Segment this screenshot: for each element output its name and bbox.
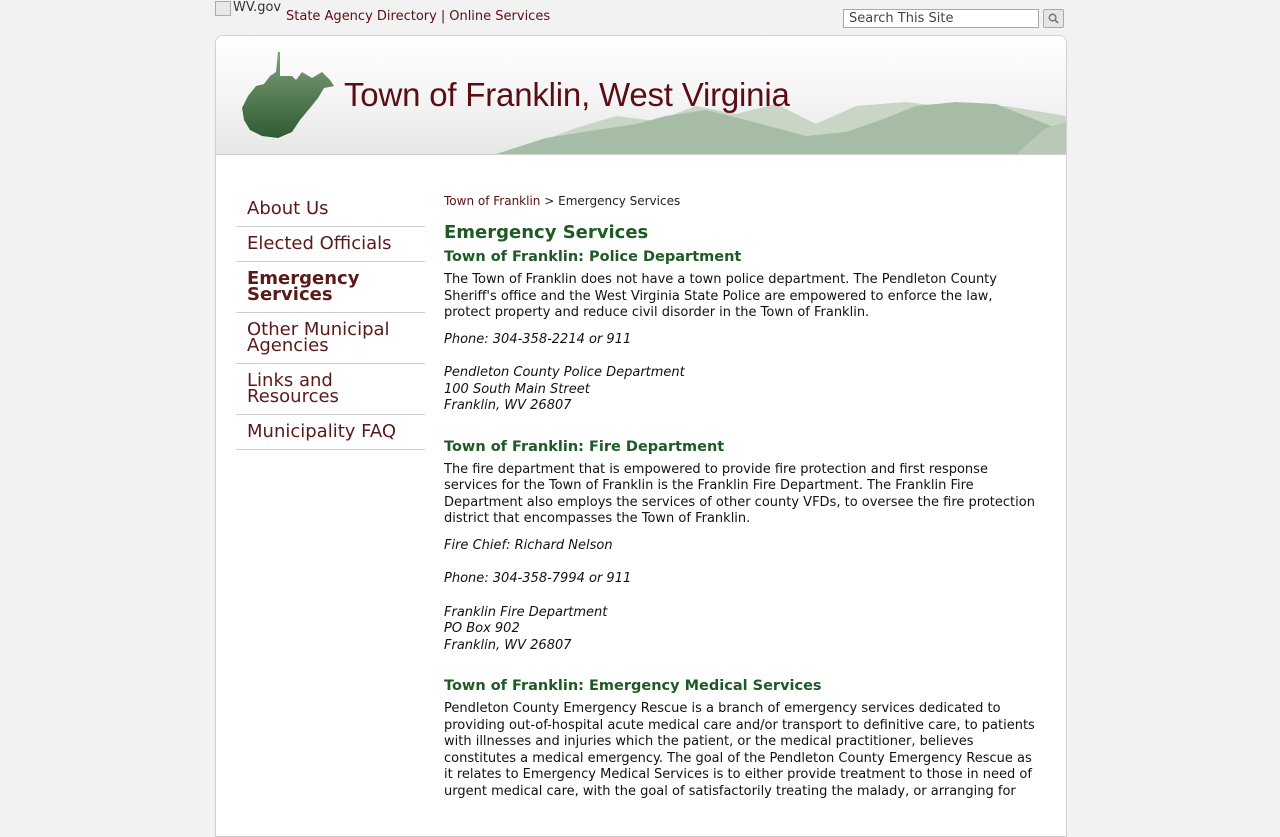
- fire-heading: Town of Franklin: Fire Department: [444, 438, 725, 455]
- sidebar-item-label: Municipality FAQ: [247, 421, 397, 442]
- utility-links: [286, 9, 550, 24]
- wv-gov-logo-alt: WV.gov: [233, 0, 282, 15]
- link-separator: |: [440, 9, 446, 24]
- sidebar-item-label: Elected Officials: [247, 233, 392, 254]
- fire-phone: Phone: 304-358-7994 or 911: [444, 571, 632, 586]
- breadcrumb-home-link[interactable]: Town of Franklin: [444, 194, 541, 208]
- sidebar-item-label: Other Municipal Agencies: [247, 319, 390, 356]
- fire-chief: Fire Chief: Richard Nelson: [444, 537, 613, 553]
- fire-body: The fire department that is empowered to provide fire protection and first response services for the Town of Franklin is the Franklin Fire Department. The Franklin Fire Department also employs the services of other county VFDs, to oversee the fire protection district that encompasses the Town of Franklin.: [444, 461, 1035, 526]
- online-services-link[interactable]: Online Services: [449, 9, 551, 24]
- ems-body: Pendleton County Emergency Rescue is a branch of emergency services dedicated to providing out-of-hospital acute medical care and/or transport to definitive care, to patients with illnesses and injuries which the patient, or the medical practitioner, believes constitutes a medical emergency. The goal of the Pendleton County Emergency Rescue as it relates to Emergency Medical Services is to either provide treatment to those in need of urgent medical care, with the goal of satisfactorily treating the malady, or arranging for: [444, 701, 1035, 799]
- police-body: The Town of Franklin does not have a town police department. The Pendleton County Sheriff's office and the West Virginia State Police are empowered to enforce the law, protect property and reduce civil disorder in the Town of Franklin.: [444, 272, 997, 320]
- sidebar-item-municipality-faq[interactable]: [236, 415, 425, 450]
- page-title: Emergency Services: [444, 222, 649, 243]
- sidebar-item-about-us[interactable]: [236, 192, 425, 227]
- main-content: [444, 194, 1039, 810]
- wv-state-map-icon: [240, 50, 336, 140]
- search-button[interactable]: [1043, 9, 1064, 28]
- sidebar-item-links-and-resources[interactable]: [236, 364, 425, 415]
- police-address-line-3: Franklin, WV 26807: [444, 398, 572, 413]
- top-utility-bar: [0, 0, 1280, 36]
- police-phone: Phone: 304-358-2214 or 911: [444, 331, 632, 347]
- breadcrumb: [444, 194, 1039, 208]
- fire-address-line-2: PO Box 902: [444, 621, 520, 636]
- fire-address-line-1: Franklin Fire Department: [444, 604, 608, 620]
- search-input[interactable]: [843, 9, 1039, 28]
- fire-address: [444, 605, 1039, 655]
- broken-image-icon: [215, 1, 231, 16]
- ems-heading: Town of Franklin: Emergency Medical Services: [444, 678, 822, 694]
- sidebar-item-label: Emergency Services: [247, 268, 360, 305]
- state-agency-directory-link[interactable]: State Agency Directory: [286, 9, 437, 24]
- breadcrumb-separator: >: [544, 194, 555, 208]
- main-panel: [215, 35, 1067, 837]
- search-icon: [1048, 13, 1059, 24]
- police-address: [444, 365, 1039, 415]
- site-banner: [216, 36, 1066, 155]
- sidebar-item-elected-officials[interactable]: [236, 227, 425, 262]
- police-address-line-2: 100 South Main Street: [444, 381, 590, 397]
- police-address-line-1: Pendleton County Police Department: [444, 365, 685, 380]
- site-search: [843, 9, 1064, 28]
- sidebar-nav: [236, 192, 425, 450]
- wv-gov-logo[interactable]: [215, 0, 281, 15]
- sidebar-item-emergency-services[interactable]: [236, 262, 425, 313]
- police-heading: Town of Franklin: Police Department: [444, 249, 742, 265]
- breadcrumb-current: Emergency Services: [558, 194, 681, 208]
- fire-address-line-3: Franklin, WV 26807: [444, 637, 572, 653]
- site-title[interactable]: Town of Franklin, West Virginia: [344, 76, 790, 113]
- sidebar-item-other-municipal-agencies[interactable]: [236, 313, 425, 364]
- sidebar-item-label: About Us: [247, 198, 329, 219]
- sidebar-item-label: Links and Resources: [247, 370, 339, 407]
